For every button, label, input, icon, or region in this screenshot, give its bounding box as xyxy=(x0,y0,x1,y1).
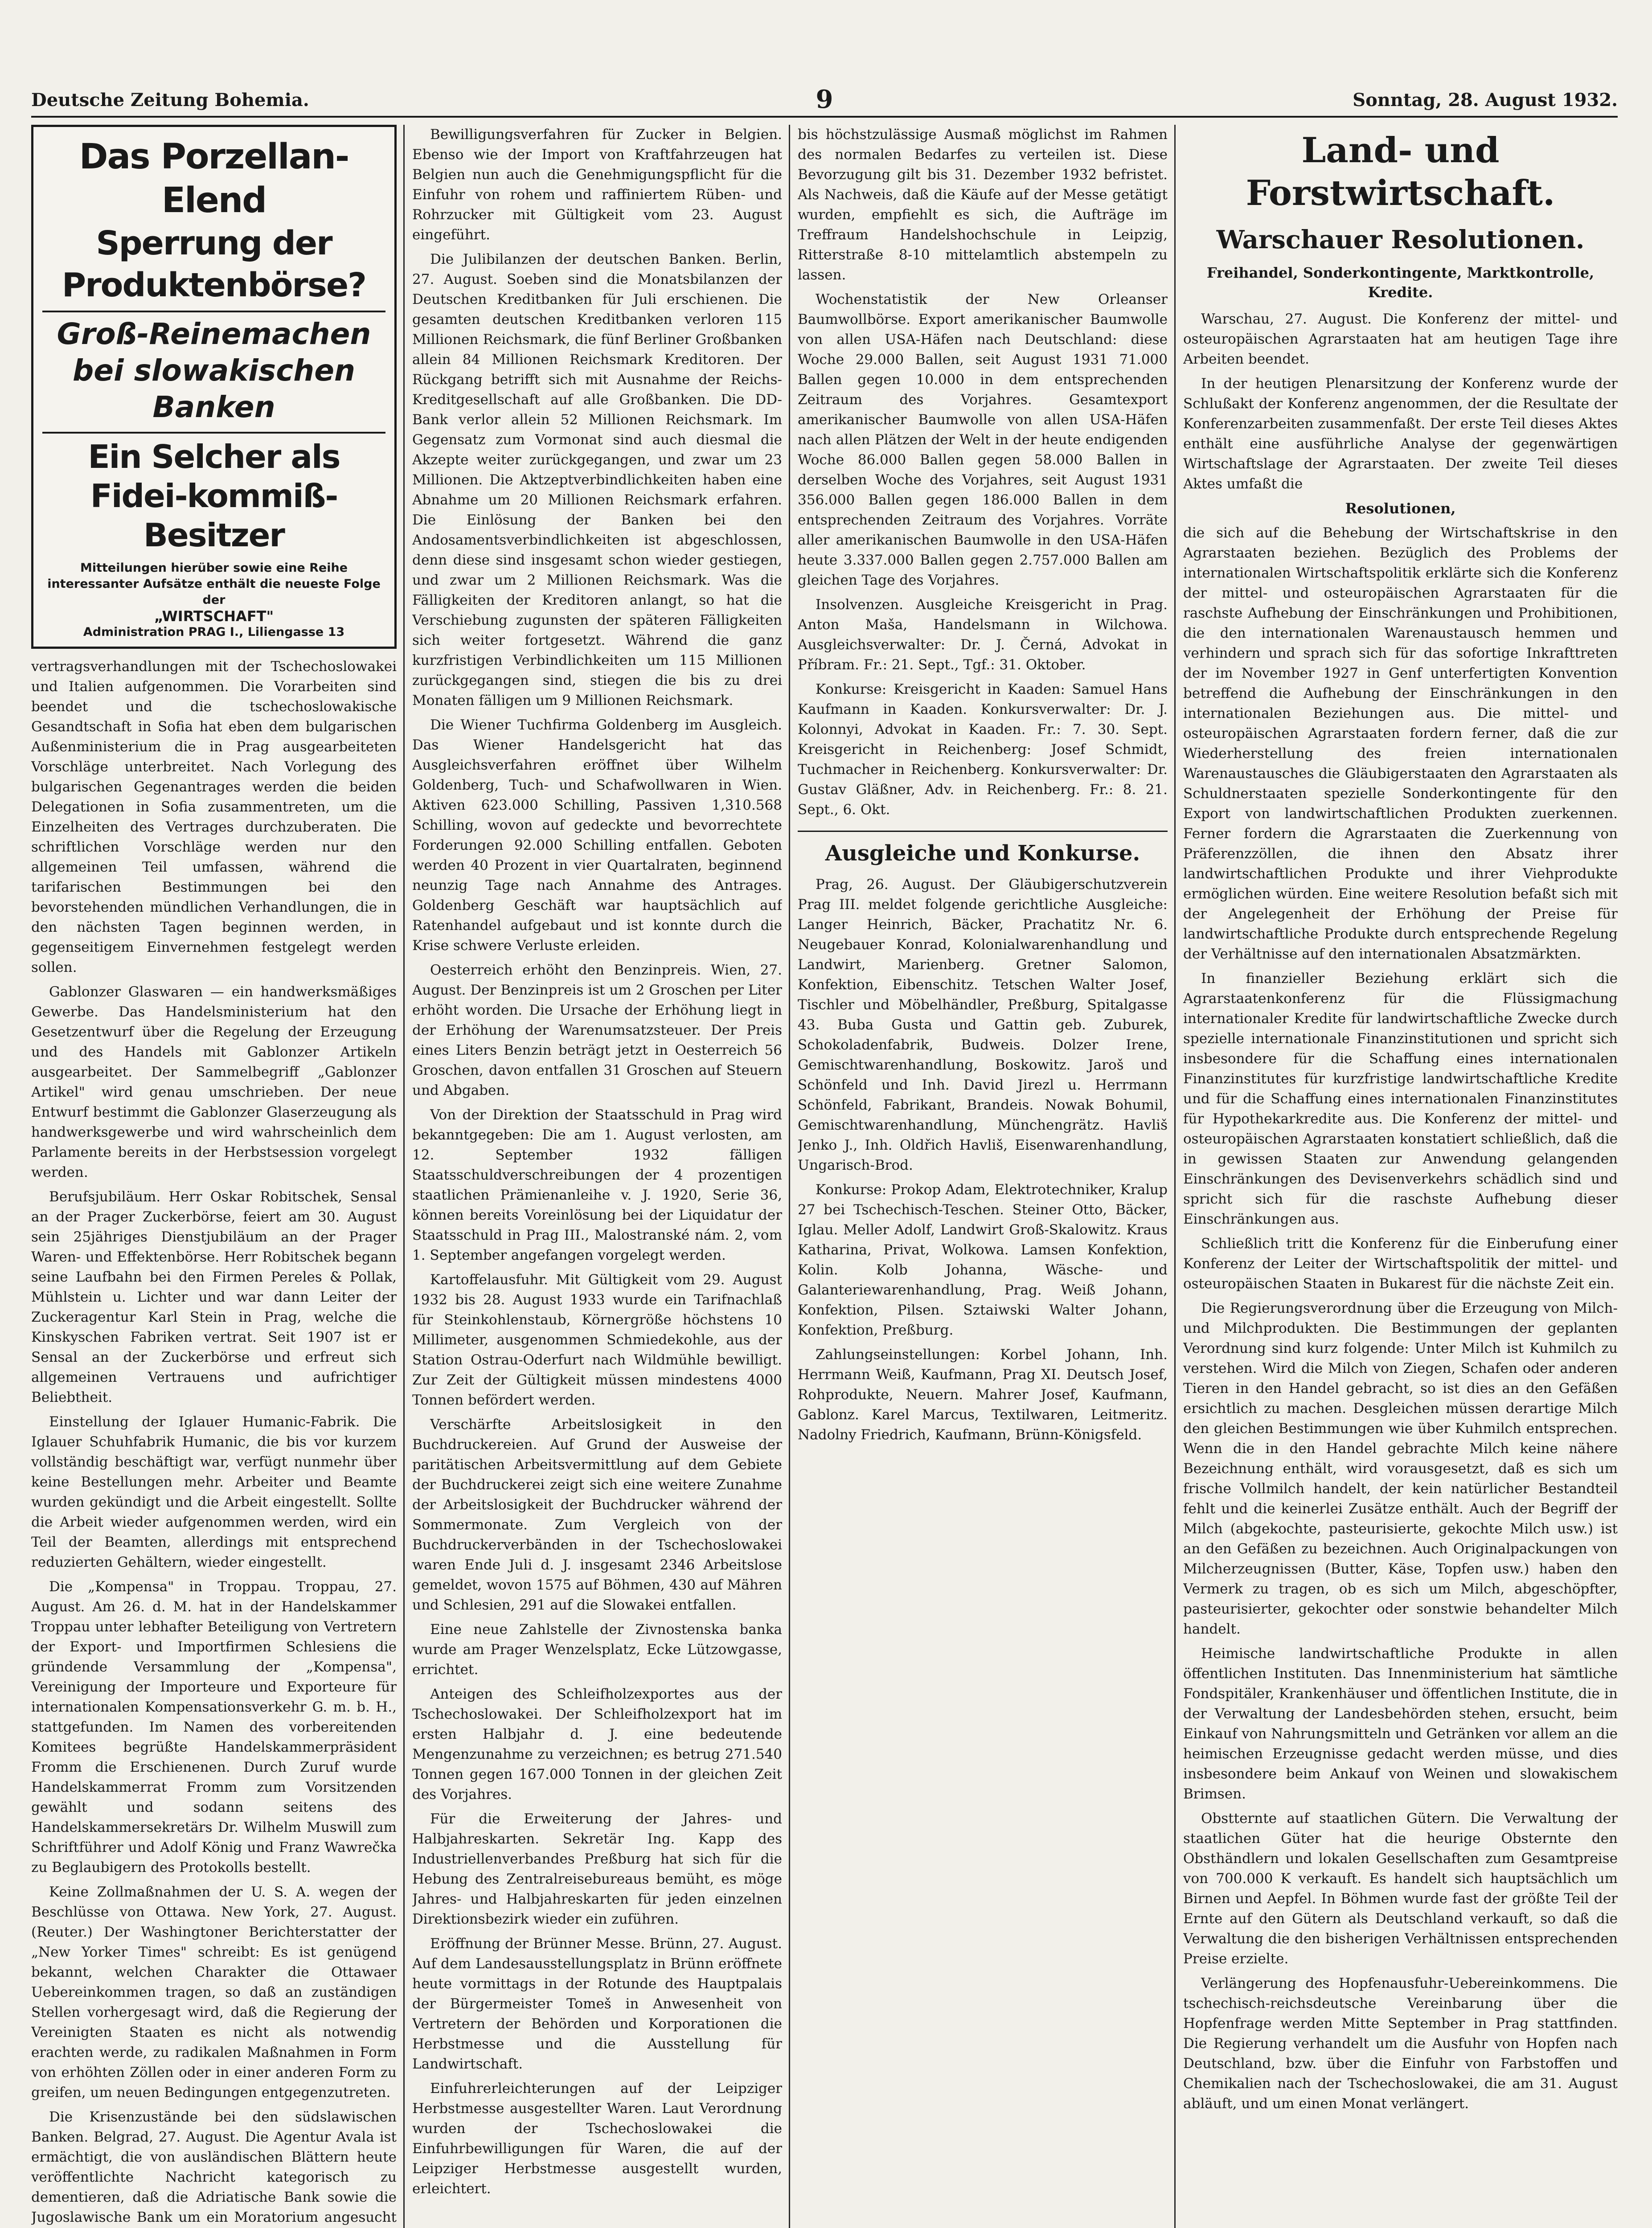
page-number: 9 xyxy=(816,85,833,114)
article-paragraph: Insolvenzen. Ausgleiche Kreisgericht in Prag. Anton Maša, Handelsmann in Wilchowa. Ausgleichsverwalter: Dr. J. Černá, Advokat in Příbram. Fr.: 21. Sept., Tgf.: 31. Oktober. xyxy=(798,597,1168,673)
article-paragraph: vertragsverhandlungen mit der Tschechoslowakei und Italien aufgenommen. Die Vorarbeiten sind beendet und die tschechoslowakische Gesandtschaft in Sofia hat eben dem bulgarischen Außenministerium die in Prag ausgearbeiteten Vorschläge unterbreitet. Nach Vorlegung des bulgarischen Gegenantrages werden die beiden Delegationen in Sofia zusammentreten, um die Einzelheiten des Vertrages durchzuberaten. Die schriftlichen Vorschläge werden nur den allgemeinen Teil umfassen, während die tarifarischen Bestimmungen bei den bevorstehenden mündlichen Verhandlungen, die in den nächsten Tagen beginnen werden, in gegenseitigem Einvernehmen festgelegt werden sollen. xyxy=(31,659,397,975)
article-paragraph: Wochenstatistik der New Orleanser Baumwollbörse. Export amerikanischer Baumwolle von allen USA-Häfen nach Deutschland: diese Woche 29.000 Ballen, seit August 1931 71.000 Ballen gegen 10.000 in dem entsprechenden Zeitraum des Vorjahres. Gesamtexport amerikanischer Baumwolle von allen USA-Häfen nach allen Plätzen der Welt in der heute endigenden Woche 86.000 Ballen gegen 58.000 Ballen in derselben Woche des Vorjahres, seit August 1931 356.000 Ballen gegen 186.000 Ballen in dem entsprechenden Zeitraum des Vorjahres. Vorräte aller amerikanischen Baumwolle in den USA-Häfen heute 3.337.000 Ballen gegen 2.757.000 Ballen am gleichen Tage des Vorjahres. xyxy=(798,291,1168,588)
article-paragraph: Konkurse: Prokop Adam, Elektrotechniker, Kralup 27 bei Tschechisch-Teschen. Steiner Otto, Bäcker, Iglau. Meller Adolf, Landwirt Groß-Skalowitz. Kraus Katharina, Privat, Wolkowa. Lamsen Konfektion, Kolin. Kolb Johanna, Wäsche- und Galanteriewarenhandlung, Prag. Weiß Johann, Konfektion, Pilsen. Sztaiwski Walter Johann, Konfektion, Preßburg. xyxy=(798,1182,1168,1338)
column-3 xyxy=(798,125,1168,2228)
article-paragraph: Zahlungseinstellungen: Korbel Johann, Inh. Herrmann Weiß, Kaufmann, Prag XI. Deutsch Josef, Rohprodukte, Neuern. Mahrer Josef, Kaufmann, Gablonz. Karel Marcus, Textilwaren, Leitmeritz. Nadolny Friedrich, Kaufmann, Brünn-Königsfeld. xyxy=(798,1347,1168,1443)
article-paragraph: Die Krisenzustände bei den südslawischen Banken. Belgrad, 27. August. Die Agentur Avala ist ermächtigt, die von ausländischen Blättern heute veröffentlichte Nachricht kategorisch zu dementieren, daß die Adriatische Bank sowie die Jugoslawische Bank um ein Moratorium angesucht xyxy=(31,2109,397,2225)
article-paragraph: Verschärfte Arbeitslosigkeit in den Buchdruckereien. Auf Grund der Ausweise der paritätischen Arbeitsvermittlung auf dem Gebiete der Buchdruckerei zeigt sich eine weitere Zunahme der Arbeitslosigkeit der Buchdrucker während der Sommermonate. Zum Vergleich von der Buchdruckerverbänden in der Tschechoslowakei waren Ende Juli d. J. insgesamt 2346 Arbeitslose gemeldet, wovon 1575 auf Böhmen, 430 auf Mähren und Schlesien, 291 auf die Slowakei entfallen. xyxy=(412,1417,782,1613)
ad-headline-4: Ein Selcher als Fidei-kommiß-Besitzer xyxy=(88,438,340,554)
newspaper-name: Deutsche Zeitung Bohemia. xyxy=(31,90,309,111)
article-paragraph: Anteigen des Schleifholzexportes aus der Tschechoslowakei. Der Schleifholzexport hat im ersten Halbjahr d. J. eine bedeutende Mengenzunahme zu verzeichnen; es betrug 271.540 Tonnen gegen 167.000 Tonnen in der gleichen Zeit des Vorjahres. xyxy=(412,1686,782,1802)
ad-divider xyxy=(42,311,385,312)
article-paragraph: In der heutigen Plenarsitzung der Konferenz wurde der Schlußakt der Konferenz angenommen, der die Resultate der Konferenzarbeiten zusammenfaßt. Der erste Teil dieses Aktes enthält eine ausführliche Analyse der gegenwärtigen Wirtschaftslage der Agrarstaaten. Der zweite Teil dieses Aktes umfaßt die xyxy=(1183,376,1618,492)
article-paragraph: Berufsjubiläum. Herr Oskar Robitschek, Sensal an der Prager Zuckerbörse, feiert am 30. August sein 25jähriges Dienstjubiläum an der Prager Waren- und Effektenbörse. Herr Robitschek begann seine Laufbahn bei den Firmen Pereles & Pollak, Mühlstein u. Lichter und war dann Leiter der Zuckeragentur Karl Stein in Prag, welche die Kinskyschen Fabriken vertrat. Seit 1907 ist er Sensal an der Zuckerbörse und erfreut sich allgemeinen Vertrauens und aufrichtiger Beliebtheit. xyxy=(31,1189,397,1405)
article-paragraph: Die „Kompensa" in Troppau. Troppau, 27. August. Am 26. d. M. hat in der Handelskammer Troppau unter lebhafter Beteiligung von Vertretern der Export- und Importfirmen Schlesiens die gründende Versammlung der „Kompensa", Vereinigung der Importeure und Exporteure für internationalen Kompensationsverkehr G. m. b. H., stattgefunden. Im Namen des vorbereitenden Komitees begrüßte Handelskammerpräsident Fromm die Erschienenen. Durch Zuruf wurde Handelskammerrat Fromm zum Vorsitzenden gewählt und sodann seitens des Handelskammersekretärs Dr. Wilhelm Muswill zum Schriftführer und Adolf König und Franz Wawrečka zu Beglaubigern des Protokolls bestellt. xyxy=(31,1579,397,1876)
article-headline: Warschauer Resolutionen. xyxy=(1216,225,1585,254)
article-paragraph: Die Wiener Tuchfirma Goldenberg im Ausgleich. Das Wiener Handelsgericht hat das Ausgleichsverfahren eröffnet über Wilhelm Goldenberg, Tuch- und Schafwollwaren in Wien. Aktiven 623.000 Schilling, Passiven 1,310.568 Schilling, wovon auf gedeckte und bevorrechtete Forderungen 92.000 Schilling entfallen. Geboten werden 40 Prozent in vier Quartalraten, beginnend neunzig Tage nach Annahme des Antrages. Goldenberg Geschäft war hauptsächlich auf Ratenhandel aufgebaut und ist konnte durch die Krise schwere Verluste erleiden. xyxy=(412,717,782,954)
article-subheadline: Freihandel, Sonderkontingente, Marktkontrolle, Kredite. xyxy=(1206,264,1595,301)
article-paragraph: Die Julibilanzen der deutschen Banken. Berlin, 27. August. Soeben sind die Monatsbilanzen der Deutschen Kreditbanken für Juli erschienen. Die gesamten deutschen Kreditbanken verloren 115 Millionen Reichsmark, die fünf Berliner Großbanken allein 84 Millionen Reichsmark Kreditoren. Der Rückgang betrifft sich mit Ausnahme der Reichs-Kreditgesellschaft auf alle Großbanken. Die DD-Bank verlor allein 52 Millionen Reichsmark. Im Gegensatz zum Vormonat sind auch diesmal die Akzepte weiter zurückgegangen, und zwar um 23 Millionen. Die Aktzeptverbindlichkeiten haben eine Abnahme um 20 Millionen Reichsmark erfahren. Die Einlösung der Banken bei den Andosamentsverbindlichkeiten ist abgeschlossen, denn diese sind insgesamt schon wieder gestiegen, und zwar um 2 Millionen Reichsmark. Was die Fälligkeiten der Kreditoren anlangt, so hat die Verschiebung zugunsten der späteren Fälligkeiten sich weiter fortgesetzt. Während die ganz kurzfristigen Verbindlichkeiten um 115 Millionen zurückgegangen sind, stiegen die bis zu drei Monaten fälligen um 9 Millionen Reichsmark. xyxy=(412,251,782,709)
article-paragraph: Warschau, 27. August. Die Konferenz der mittel- und osteuropäischen Agrarstaaten hat am heutigen Tage ihre Arbeiten beendet. xyxy=(1183,311,1618,367)
article-paragraph: Konkurse: Kreisgericht in Kaaden: Samuel Hans Kaufmann in Kaaden. Konkursverwalter: Dr. J. Kolonnyi, Advokat in Kaaden. Fr.: 7. 30. Sept. Kreisgericht in Reichenberg: Josef Schmidt, Tuchmacher in Reichenberg. Konkursverwalter: Dr. Gustav Gläßner, Adv. in Reichenberg. Fr.: 8. 21. Sept., 6. Okt. xyxy=(798,681,1168,818)
article-paragraph: bis höchstzulässige Ausmaß möglichst im Rahmen des normalen Bedarfes zu verteilen ist. Diese Bevorzugung gilt bis 31. Dezember 1932 befristet. Als Nachweis, daß die Käufe auf der Messe getätigt wurden, empfiehlt es sich, die Aufträge im Treffraum Handelshochschule in Leipzig, Ritterstraße 8-10 mittelamtlich abstempeln zu lassen. xyxy=(798,127,1168,283)
ad-divider xyxy=(42,432,385,434)
article-paragraph: Prag, 26. August. Der Gläubigerschutzverein Prag III. meldet folgende gerichtliche Ausgleiche: Langer Heinrich, Bäcker, Prachatitz Nr. 6. Neugebauer Konrad, Kolonialwarenhandlung und Landwirt, Marienberg. Gretner Salomon, Konfektion, Eibenschitz. Tetschen Walter Josef, Tischler und Möbelhändler, Preßburg, Spitalgasse 43. Buba Gusta und Gattin geb. Zuburek, Schokoladenfabrik, Budweis. Dolzer Irene, Gemischtwarenhandlung, Boskowitz. Jaroš und Schönfeld und Inh. David Jirezl u. Herrmann Schönfeld, Fabrikant, Brandeis. Nowak Bohumil, Gemischtwarenhandlung, Münchengrätz. Havliš Jenko J., Inh. Oldřich Havliš, Eisenwarenhandlung, Ungarisch-Brod. xyxy=(798,876,1168,1173)
article-paragraph: Für die Erweiterung der Jahres- und Halbjahreskarten. Sekretär Ing. Kapp des Industriellenverbandes Preßburg hat sich für die Hebung des Zentralreisebureaus bemüht, es möge Jahres- und Halbjahreskarten für jeden einzelnen Direktionsbezirk wieder ein zuführen. xyxy=(412,1811,782,1927)
article-paragraph: Obstternte auf staatlichen Gütern. Die Verwaltung der staatlichen Güter hat die heurige Obsternte den Obsthändlern und lokalen Gesellschaften zum Gesamtpreise von 700.000 K verkauft. Es handelt sich hauptsächlich um Birnen und Aepfel. In Böhmen wurde fast der größte Teil der Ernte auf den Gütern als Deutschland verkauft, so daß die Verwaltung die den bisherigen Verhältnissen entsprechenden Preise erzielte. xyxy=(1183,1810,1618,1967)
ad-headline-2: Sperrung der Produktenbörse? xyxy=(61,224,366,304)
article-paragraph: Von der Direktion der Staatsschuld in Prag wird bekanntgegeben: Die am 1. August verlosten, am 12. September 1932 fälligen Staatsschuldverschreibungen der 4 prozentigen staatlichen Prämienanleihe v. J. 1920, Serie 36, können bereits Voreinlösung bei der Liquidatur der Staatsschuld in Prag III., Malostranské nám. 2, vom 1. September angefangen vorgelegt werden. xyxy=(412,1107,782,1263)
ad-text: Mitteilungen hierüber sowie eine Reihe interessanter Aufsätze enthält die neueste Folge der xyxy=(47,561,381,607)
article-paragraph: Bewilligungsverfahren für Zucker in Belgien. Ebenso wie der Import von Kraftfahrzeugen hat Belgien nun auch die Genehmigungspflicht für die Einfuhr von rohem und raffiniertem Rüben- und Rohrzucker mit Gültigkeit vom 23. August eingeführt. xyxy=(412,127,782,243)
article-paragraph: Einfuhrerleichterungen auf der Leipziger Herbstmesse ausgestellter Waren. Laut Verordnung wurden der Tschechoslowakei die Einfuhrbewilligungen für Waren, die auf der Leipziger Herbstmesse ausgestellt wurden, erleichtert. xyxy=(412,2081,782,2197)
ad-headline-3: Groß-Reinemachen bei slowakischen Banken xyxy=(57,317,371,424)
column-2 xyxy=(412,125,782,2228)
article-paragraph: die sich auf die Behebung der Wirtschaftskrise in den Agrarstaaten beziehen. Bezüglich des Problems der internationalen Wirtschaftspolitik erklärte sich die Konferenz der mittel- und osteuropäischen Agrarstaaten für die raschste Aufhebung der Einschränkungen und Prohibitionen, die den internationalen Warenaustausch hemmen und verhindern und sprach sich für das sofortige Inkrafttreten der im November 1927 in Genf unterfertigten Konvention betreffend die Aufhebung der Einschränkungen in den internationalen Beziehungen aus. Die mittel- und osteuropäischen Agrarstaaten fordern ferner, daß die zur Wiederherstellung des freien internationalen Warenaustausches die Gläubigerstaaten den Agrarstaaten als Schuldnerstaaten spezielle Sonderkontingente für den Export von landwirtschaftlichen Produkten zuerkennen. Ferner fordern die Agrarstaaten die Zuerkennung von Präferenzzöllen, die ihnen den Absatz ihrer landwirtschaftlichen Produkte und ihrer Viehprodukte ermöglichen würden. Eine weitere Resolution befaßt sich mit der Angelegenheit der Erhöhung der Preise für landwirtschaftliche Produkte durch entsprechende Regelung der Verhältnisse auf den internationalen Absatzmärkten. xyxy=(1183,525,1618,962)
advertisement-box xyxy=(31,125,397,649)
article-paragraph: In finanzieller Beziehung erklärt sich die Agrarstaatenkonferenz für die Flüssigmachung internationaler Kredite für landwirtschaftliche Zwecke durch spezielle internationale Finanzinstitutionen und spricht sich insbesondere für die Schaffung eines internationalen Finanzinstitutes für kurzfristige landwirtschaftliche Kredite und für die Schaffung eines internationalen Finanzinstitutes für Hypothekarkredite aus. Die Konferenz der mittel- und osteuropäischen Agrarstaaten konstatiert schließlich, daß die in gewissen Staaten zur Anwendung gelangenden Einschränkungen des Devisenverkehrs schädlich sind und spricht sich für die raschste Aufhebung dieser Einschränkungen aus. xyxy=(1183,971,1618,1227)
resolutions-heading: Resolutionen, xyxy=(1345,500,1456,517)
article-paragraph: Oesterreich erhöht den Benzinpreis. Wien, 27. August. Der Benzinpreis ist um 2 Groschen per Liter erhöht worden. Die Ursache der Erhöhung liegt in der Erhöhung der Warenumsatzsteuer. Der Preis eines Liters Benzin beträgt jetzt in Oesterreich 56 Groschen, davon entfallen 31 Groschen auf Steuern und Abgaben. xyxy=(412,962,782,1098)
column-1 xyxy=(31,125,397,2228)
article-paragraph: Eine neue Zahlstelle der Zivnostenska banka wurde am Prager Wenzelsplatz, Ecke Lützowgasse, errichtet. xyxy=(412,1622,782,1678)
section-heading-ausgleiche: Ausgleiche und Konkurse. xyxy=(798,831,1168,868)
article-paragraph: Keine Zollmaßnahmen der U. S. A. wegen der Beschlüsse von Ottawa. New York, 27. August. (Reuter.) Der Washingtoner Berichterstatter der „New Yorker Times" schreibt: Es ist genügend bekannt, welchen Charakter die Ottawaer Uebereinkommen tragen, so daß an zuständigen Stellen vorhergesagt wird, daß die Regierung der Vereinigten Staaten es nicht als notwendig erachten werde, zu radikalen Maßnahmen in Form von erhöhten Zöllen oder in einer anderen Form zu greifen, um neuen Bedingungen entgegenzutreten. xyxy=(31,1884,397,2101)
column-rule xyxy=(1174,125,1176,2228)
article-paragraph: Eröffnung der Brünner Messe. Brünn, 27. August. Auf dem Landesausstellungsplatz in Brünn eröffnete heute vormittags in der Rotunde des Hauptpalais der Bürgermeister Tomeš in Anwesenheit von Vertretern der Behörden und Korporationen die Herbstmesse und die Ausstellung für Landwirtschaft. xyxy=(412,1936,782,2072)
ad-headline-1: Das Porzellan-Elend xyxy=(79,137,349,221)
section-title-landwirtschaft: Land- und Forstwirtschaft. xyxy=(1246,130,1555,213)
masthead xyxy=(31,80,1618,118)
article-paragraph: Heimische landwirtschaftliche Produkte in allen öffentlichen Instituten. Das Innenministerium hat sämtliche Fondspitäler, Krankenhäuser und öffentlichen Institute, die in der Verwaltung der Landesbehörden stehen, ersucht, beim Einkauf von Nahrungsmitteln und Getränken vor allem an die heimischen Erzeugnisse gedacht werden müsse, und dies insbesondere beim Ankauf von Weinen und slowakischem Brimsen. xyxy=(1183,1646,1618,1802)
article-paragraph: Kartoffelausfuhr. Mit Gültigkeit vom 29. August 1932 bis 28. August 1933 wurde ein Tarifnachlaß für Steinkohlenstaub, Körnergröße höchstens 10 Millimeter, ausgenommen Schmiedekohle, aus der Station Ostrau-Oderfurt nach Wildmühle bewilligt. Zur Zeit der Gültigkeit müssen mindestens 4000 Tonnen befördert werden. xyxy=(412,1272,782,1408)
article-paragraph: Einstellung der Iglauer Humanic-Fabrik. Die Iglauer Schuhfabrik Humanic, die bis vor kurzem vollständig beschäftigt war, verfügt nunmehr über keine Bestellungen mehr. Arbeiter und Beamte wurden gekündigt und die Arbeit eingestellt. Sollte die Arbeit wieder aufgenommen werden, wird ein Teil der Beamten, allerdings mit entsprechend reduzierten Gehältern, wieder eingestellt. xyxy=(31,1414,397,1570)
article-paragraph: Schließlich tritt die Konferenz für die Einberufung einer Konferenz der Leiter der Wirtschaftspolitik der mittel- und osteuropäischen Staaten in Bukarest für die nächste Zeit ein. xyxy=(1183,1236,1618,1292)
article-paragraph: Gablonzer Glaswaren — ein handwerksmäßiges Gewerbe. Das Handelsministerium hat den Gesetzentwurf über die Regelung der Erzeugung und des Handels mit Gablonzer Artikeln ausgearbeitet. Der Sammelbegriff „Gablonzer Artikel" wird genau umschrieben. Der neue Entwurf bestimmt die Gablonzer Glaserzeugung als handwerksgewerbe und wird wahrscheinlich dem Parlamente bereits in der Herbstsession vorgelegt werden. xyxy=(31,984,397,1180)
ad-publication: „WIRTSCHAFT" xyxy=(154,608,274,625)
article-paragraph: Die Regierungsverordnung über die Erzeugung von Milch- und Milchprodukten. Die Bestimmungen der geplanten Verordnung sind kurz folgende: Unter Milch ist Kuhmilch zu verstehen. Wird die Milch von Ziegen, Schafen oder anderen Tieren in den Handel gebracht, so ist dies an den Gefäßen ersichtlich zu machen. Desgleichen müssen derartige Milch den gleichen Bestimmungen wie über Kuhmilch entsprechen. Wenn die in den Handel gebrachte Milch keine nähere Bezeichnung enthält, wird vorausgesetzt, daß es sich um frische Vollmilch handelt, der kein natürlicher Bestandteil fehlt und die keinerlei Zusätze enthält. Auch der Begriff der Milch (abgekochte, pasteurisierte, gekochte Milch usw.) ist an den Gefäßen zu bezeichnen. Auch Originalpackungen von Milcherzeugnissen (Butter, Käse, Topfen usw.) haben den Vermerk zu tragen, ob es sich um Milch, abgeschöpfter, pasteurisierter, gekochter oder sonstwie behandelter Milch handelt. xyxy=(1183,1300,1618,1637)
article-paragraph: Verlängerung des Hopfenausfuhr-Uebereinkommens. Die tschechisch-reichsdeutsche Vereinbarung über die Hopfenfrage werden Mitte September in Prag stattfinden. Die Regierung verhandelt um die Ausfuhr von Hopfen nach Deutschland, bzw. über die Einfuhr von Farbstoffen und Chemikalien nach der Tschechoslowakei, die am 31. August abläuft, und um einen Monat verlängert. xyxy=(1183,1975,1618,2112)
issue-date: Sonntag, 28. August 1932. xyxy=(1353,90,1618,111)
column-rule xyxy=(789,125,790,2228)
ad-address: Administration PRAG I., Liliengasse 13 xyxy=(83,625,345,639)
column-rule xyxy=(403,125,405,2228)
column-4 xyxy=(1183,125,1618,2228)
